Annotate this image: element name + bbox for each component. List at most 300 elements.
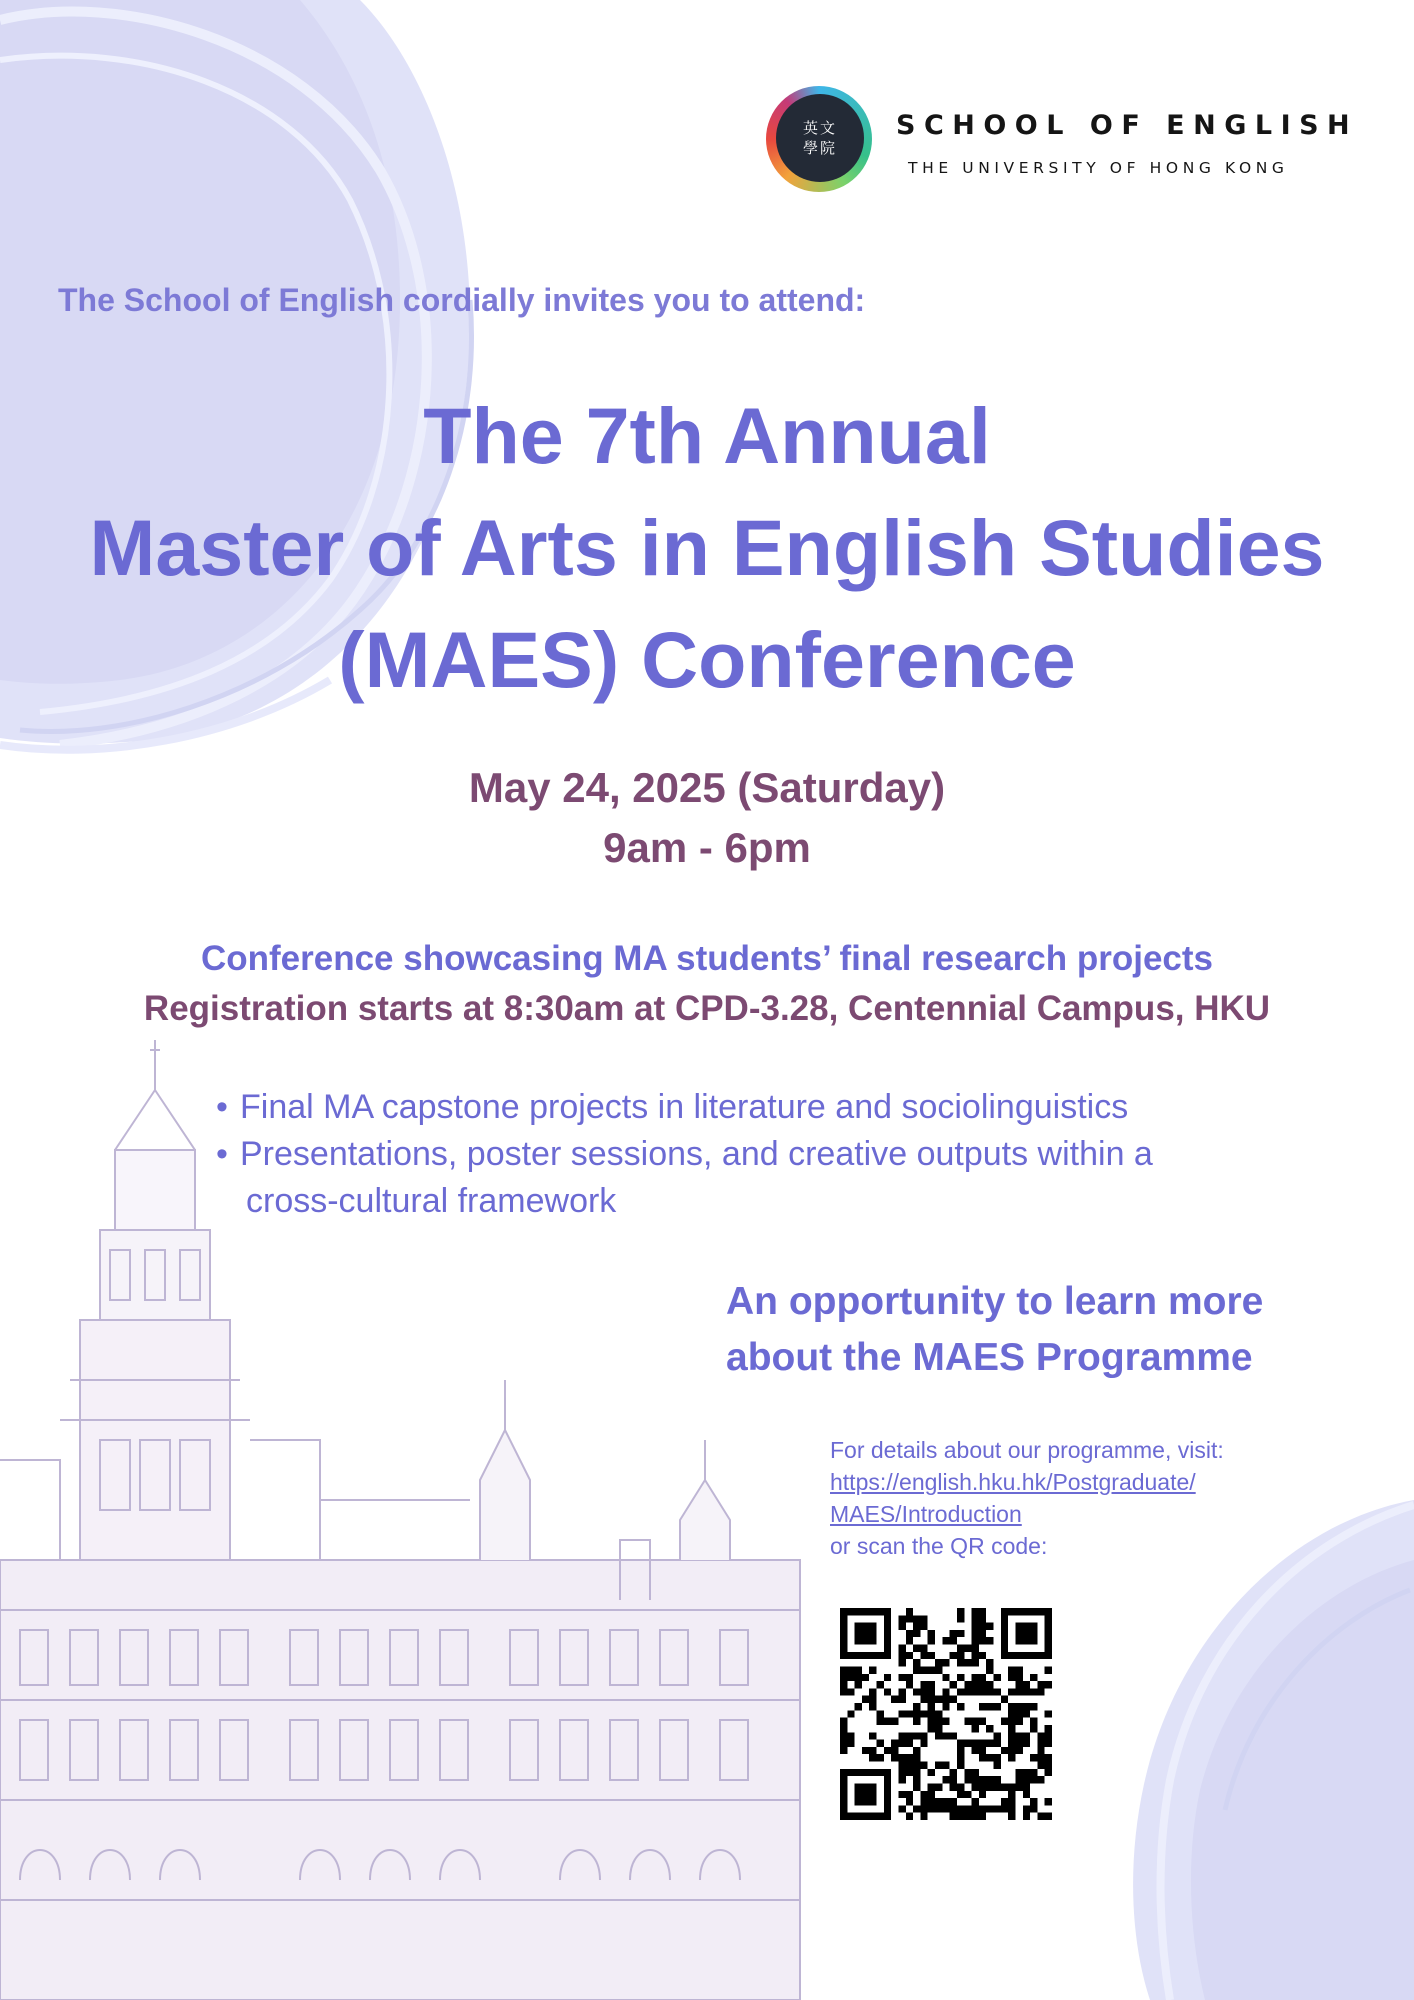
qr-module xyxy=(913,1666,920,1673)
qr-module xyxy=(950,1798,957,1805)
qr-module xyxy=(884,1798,891,1805)
qr-module xyxy=(862,1630,869,1637)
qr-module xyxy=(920,1798,927,1805)
qr-module xyxy=(906,1630,913,1637)
qr-module xyxy=(986,1637,993,1644)
qr-module xyxy=(877,1754,884,1761)
qr-module xyxy=(972,1681,979,1688)
qr-module xyxy=(979,1740,986,1747)
qr-module xyxy=(855,1783,862,1790)
qr-module xyxy=(1045,1754,1052,1761)
qr-module xyxy=(957,1740,964,1747)
qr-module xyxy=(840,1776,847,1783)
qr-module xyxy=(884,1615,891,1622)
qr-module xyxy=(1023,1740,1030,1747)
qr-module xyxy=(942,1659,949,1666)
qr-module xyxy=(986,1805,993,1812)
qr-module xyxy=(979,1747,986,1754)
qr-module xyxy=(979,1637,986,1644)
qr-module xyxy=(840,1725,847,1732)
qr-module xyxy=(840,1791,847,1798)
brush-swirl-bottom-right xyxy=(1133,1500,1414,2000)
qr-module xyxy=(840,1637,847,1644)
qr-module xyxy=(913,1762,920,1769)
logo-badge-line1: 英文 xyxy=(802,119,837,137)
qr-module xyxy=(862,1769,869,1776)
qr-module xyxy=(920,1666,927,1673)
qr-module xyxy=(994,1776,1001,1783)
qr-module xyxy=(898,1652,905,1659)
logo-badge-line2: 學院 xyxy=(802,139,837,157)
qr-module xyxy=(840,1608,847,1615)
qr-module xyxy=(891,1696,898,1703)
details-intro: For details about our programme, visit: xyxy=(830,1437,1224,1463)
programme-link-line2: MAES/Introduction xyxy=(830,1501,1022,1527)
qr-module xyxy=(979,1754,986,1761)
qr-module xyxy=(964,1805,971,1812)
qr-module xyxy=(913,1630,920,1637)
qr-module xyxy=(840,1718,847,1725)
qr-module xyxy=(972,1783,979,1790)
qr-module xyxy=(898,1688,905,1695)
qr-module xyxy=(1023,1710,1030,1717)
qr-module xyxy=(957,1754,964,1761)
qr-module xyxy=(869,1798,876,1805)
qr-module xyxy=(906,1710,913,1717)
qr-module xyxy=(847,1674,854,1681)
qr-module xyxy=(972,1776,979,1783)
qr-module xyxy=(1015,1732,1022,1739)
bullet-marker: • xyxy=(216,1135,228,1173)
qr-module xyxy=(957,1688,964,1695)
qr-module xyxy=(1008,1652,1015,1659)
qr-module xyxy=(920,1645,927,1652)
qr-module xyxy=(1015,1623,1022,1630)
qr-module xyxy=(840,1813,847,1820)
qr-module xyxy=(855,1769,862,1776)
qr-module xyxy=(942,1805,949,1812)
qr-module xyxy=(1015,1776,1022,1783)
qr-module xyxy=(957,1674,964,1681)
qr-module xyxy=(920,1615,927,1622)
qr-module xyxy=(942,1732,949,1739)
qr-module xyxy=(840,1688,847,1695)
qr-module xyxy=(1015,1740,1022,1747)
qr-module xyxy=(877,1718,884,1725)
qr-module xyxy=(898,1696,905,1703)
qr-module xyxy=(950,1652,957,1659)
qr-module xyxy=(1045,1725,1052,1732)
qr-module xyxy=(920,1732,927,1739)
qr-module xyxy=(855,1637,862,1644)
qr-module xyxy=(1015,1674,1022,1681)
qr-module xyxy=(1008,1732,1015,1739)
qr-module xyxy=(906,1674,913,1681)
qr-module xyxy=(1023,1783,1030,1790)
qr-module xyxy=(920,1681,927,1688)
qr-module xyxy=(898,1615,905,1622)
qr-module xyxy=(994,1703,1001,1710)
qr-module xyxy=(964,1681,971,1688)
qr-module xyxy=(906,1769,913,1776)
qr-module xyxy=(1008,1608,1015,1615)
qr-module xyxy=(1037,1740,1044,1747)
qr-module xyxy=(898,1674,905,1681)
qr-module xyxy=(1008,1783,1015,1790)
qr-module xyxy=(1008,1674,1015,1681)
qr-module xyxy=(847,1666,854,1673)
list-item-text: Final MA capstone projects in literature and sociolinguistics xyxy=(240,1088,1129,1126)
logo-subtitle: THE UNIVERSITY OF HONG KONG xyxy=(908,159,1289,177)
qr-module xyxy=(1001,1645,1008,1652)
qr-module xyxy=(847,1608,854,1615)
qr-module xyxy=(869,1688,876,1695)
qr-module xyxy=(906,1791,913,1798)
qr-module xyxy=(928,1725,935,1732)
qr-module xyxy=(898,1740,905,1747)
qr-module xyxy=(898,1805,905,1812)
qr-module xyxy=(840,1623,847,1630)
qr-module xyxy=(972,1688,979,1695)
qr-module xyxy=(972,1630,979,1637)
qr-module xyxy=(935,1762,942,1769)
qr-module xyxy=(1008,1805,1015,1812)
qr-module xyxy=(986,1623,993,1630)
qr-module xyxy=(1008,1725,1015,1732)
qr-module xyxy=(840,1740,847,1747)
qr-module xyxy=(891,1754,898,1761)
qr-module xyxy=(1015,1630,1022,1637)
qr-module xyxy=(840,1798,847,1805)
qr-module xyxy=(913,1718,920,1725)
qr-code-icon[interactable] xyxy=(840,1608,1052,1820)
qr-module xyxy=(950,1783,957,1790)
qr-module xyxy=(986,1725,993,1732)
qr-module xyxy=(1023,1732,1030,1739)
qr-module xyxy=(1001,1637,1008,1644)
qr-module xyxy=(847,1688,854,1695)
list-item xyxy=(216,1131,1276,1225)
qr-module xyxy=(1045,1666,1052,1673)
qr-module xyxy=(1015,1718,1022,1725)
qr-module xyxy=(906,1608,913,1615)
highlights-list xyxy=(216,1084,1276,1225)
qr-module xyxy=(957,1813,964,1820)
qr-module xyxy=(847,1732,854,1739)
qr-module xyxy=(994,1805,1001,1812)
qr-module xyxy=(884,1637,891,1644)
opportunity-callout xyxy=(726,1274,1263,1386)
qr-module xyxy=(840,1652,847,1659)
qr-module xyxy=(1030,1769,1037,1776)
qr-module xyxy=(1001,1608,1008,1615)
qr-module xyxy=(964,1659,971,1666)
qr-module xyxy=(950,1696,957,1703)
qr-module xyxy=(1045,1769,1052,1776)
qr-module xyxy=(935,1718,942,1725)
qr-module xyxy=(1030,1725,1037,1732)
qr-module xyxy=(840,1645,847,1652)
qr-module xyxy=(862,1637,869,1644)
qr-module xyxy=(1023,1769,1030,1776)
qr-module xyxy=(898,1776,905,1783)
qr-module xyxy=(972,1740,979,1747)
qr-module xyxy=(964,1813,971,1820)
qr-module xyxy=(1045,1732,1052,1739)
qr-module xyxy=(979,1813,986,1820)
qr-module xyxy=(862,1791,869,1798)
qr-module xyxy=(928,1652,935,1659)
qr-module xyxy=(1001,1696,1008,1703)
qr-module xyxy=(877,1652,884,1659)
qr-module xyxy=(884,1769,891,1776)
qr-module xyxy=(942,1674,949,1681)
qr-module xyxy=(862,1623,869,1630)
qr-module xyxy=(906,1762,913,1769)
qr-module xyxy=(928,1791,935,1798)
qr-module xyxy=(972,1637,979,1644)
qr-module xyxy=(869,1696,876,1703)
qr-module xyxy=(1001,1630,1008,1637)
qr-module xyxy=(979,1688,986,1695)
qr-module xyxy=(928,1703,935,1710)
qr-module xyxy=(884,1791,891,1798)
qr-module xyxy=(950,1732,957,1739)
qr-module xyxy=(884,1645,891,1652)
qr-module xyxy=(1037,1652,1044,1659)
registration-line: Registration starts at 8:30am at CPD-3.28, Centennial Campus, HKU xyxy=(143,989,1271,1028)
qr-module xyxy=(1015,1666,1022,1673)
programme-link[interactable] xyxy=(830,1466,1224,1530)
qr-module xyxy=(840,1783,847,1790)
qr-module xyxy=(891,1747,898,1754)
qr-module xyxy=(994,1754,1001,1761)
qr-module xyxy=(906,1615,913,1622)
qr-module xyxy=(877,1710,884,1717)
qr-module xyxy=(1045,1615,1052,1622)
qr-module xyxy=(1023,1608,1030,1615)
qr-module xyxy=(1015,1710,1022,1717)
qr-module xyxy=(1015,1747,1022,1754)
qr-module xyxy=(986,1681,993,1688)
qr-module xyxy=(1008,1813,1015,1820)
qr-module xyxy=(928,1681,935,1688)
qr-module xyxy=(1008,1666,1015,1673)
qr-module xyxy=(884,1630,891,1637)
qr-module xyxy=(913,1659,920,1666)
logo-badge-inner xyxy=(776,94,864,182)
qr-module xyxy=(979,1615,986,1622)
qr-module xyxy=(986,1754,993,1761)
qr-module xyxy=(862,1674,869,1681)
qr-module xyxy=(942,1718,949,1725)
qr-module xyxy=(928,1696,935,1703)
qr-module xyxy=(913,1615,920,1622)
qr-module xyxy=(1030,1688,1037,1695)
title-line-2: Master of Arts in English Studies xyxy=(89,503,1325,592)
qr-module xyxy=(928,1769,935,1776)
qr-module xyxy=(913,1703,920,1710)
qr-module xyxy=(957,1645,964,1652)
qr-module xyxy=(1008,1791,1015,1798)
qr-module xyxy=(913,1805,920,1812)
qr-module xyxy=(986,1740,993,1747)
qr-module xyxy=(906,1637,913,1644)
qr-module xyxy=(1015,1703,1022,1710)
qr-module xyxy=(1045,1645,1052,1652)
qr-module xyxy=(891,1740,898,1747)
qr-module xyxy=(986,1783,993,1790)
qr-module xyxy=(1023,1791,1030,1798)
qr-module xyxy=(979,1630,986,1637)
qr-module xyxy=(979,1776,986,1783)
qr-module xyxy=(913,1776,920,1783)
qr-module xyxy=(840,1681,847,1688)
qr-module xyxy=(862,1813,869,1820)
qr-module xyxy=(862,1696,869,1703)
qr-module xyxy=(979,1652,986,1659)
qr-module xyxy=(877,1608,884,1615)
qr-module xyxy=(869,1732,876,1739)
qr-module xyxy=(1045,1623,1052,1630)
qr-module xyxy=(942,1798,949,1805)
qr-module xyxy=(869,1666,876,1673)
qr-module xyxy=(972,1718,979,1725)
list-item-text-cont: cross-cultural framework xyxy=(246,1182,617,1220)
qr-module xyxy=(1015,1652,1022,1659)
qr-module xyxy=(884,1805,891,1812)
qr-module xyxy=(972,1615,979,1622)
qr-module xyxy=(920,1696,927,1703)
qr-module xyxy=(1015,1637,1022,1644)
qr-module xyxy=(935,1666,942,1673)
qr-module xyxy=(877,1740,884,1747)
qr-module xyxy=(928,1666,935,1673)
list-item-text: Presentations, poster sessions, and creative outputs within a xyxy=(240,1135,1153,1173)
qr-module xyxy=(840,1747,847,1754)
qr-module xyxy=(884,1718,891,1725)
qr-module xyxy=(862,1747,869,1754)
qr-module xyxy=(1045,1813,1052,1820)
qr-module xyxy=(972,1674,979,1681)
qr-module xyxy=(957,1652,964,1659)
qr-module xyxy=(942,1776,949,1783)
qr-module xyxy=(1008,1688,1015,1695)
qr-module xyxy=(979,1805,986,1812)
qr-module xyxy=(869,1703,876,1710)
qr-module xyxy=(994,1783,1001,1790)
qr-module xyxy=(1001,1615,1008,1622)
qr-module xyxy=(928,1798,935,1805)
qr-module xyxy=(979,1623,986,1630)
qr-module xyxy=(957,1791,964,1798)
qr-module xyxy=(869,1747,876,1754)
qr-module xyxy=(972,1798,979,1805)
qr-module xyxy=(928,1688,935,1695)
qr-module xyxy=(855,1652,862,1659)
qr-module xyxy=(950,1776,957,1783)
qr-module xyxy=(869,1769,876,1776)
qr-module xyxy=(972,1652,979,1659)
qr-module xyxy=(972,1608,979,1615)
qr-module xyxy=(869,1813,876,1820)
qr-module xyxy=(906,1754,913,1761)
qr-module xyxy=(855,1813,862,1820)
qr-module xyxy=(1030,1703,1037,1710)
qr-module xyxy=(898,1754,905,1761)
qr-module xyxy=(950,1637,957,1644)
qr-module xyxy=(964,1740,971,1747)
qr-module xyxy=(928,1637,935,1644)
qr-module xyxy=(994,1762,1001,1769)
qr-module xyxy=(1023,1637,1030,1644)
qr-module xyxy=(1030,1623,1037,1630)
qr-module xyxy=(906,1732,913,1739)
qr-module xyxy=(913,1732,920,1739)
qr-module xyxy=(1023,1776,1030,1783)
qr-module xyxy=(1023,1688,1030,1695)
qr-module xyxy=(950,1630,957,1637)
qr-module xyxy=(1023,1813,1030,1820)
opportunity-line-1: An opportunity to learn more xyxy=(726,1280,1264,1323)
qr-module xyxy=(935,1732,942,1739)
event-time: 9am - 6pm xyxy=(603,824,811,871)
qr-module xyxy=(935,1696,942,1703)
qr-module xyxy=(869,1630,876,1637)
qr-module xyxy=(906,1798,913,1805)
title-line-3: (MAES) Conference xyxy=(338,615,1076,704)
qr-module xyxy=(913,1688,920,1695)
qr-module xyxy=(942,1762,949,1769)
qr-module xyxy=(1045,1798,1052,1805)
qr-module xyxy=(869,1623,876,1630)
qr-module xyxy=(1001,1805,1008,1812)
qr-module xyxy=(877,1769,884,1776)
qr-module xyxy=(957,1703,964,1710)
qr-module xyxy=(942,1688,949,1695)
qr-module xyxy=(935,1725,942,1732)
qr-module xyxy=(1001,1798,1008,1805)
qr-module xyxy=(898,1791,905,1798)
qr-module xyxy=(950,1805,957,1812)
qr-module xyxy=(869,1652,876,1659)
qr-module xyxy=(855,1791,862,1798)
qr-module xyxy=(862,1652,869,1659)
qr-module xyxy=(1037,1762,1044,1769)
qr-module xyxy=(928,1805,935,1812)
logo-title: SCHOOL OF ENGLISH xyxy=(896,110,1359,141)
qr-prompt: or scan the QR code: xyxy=(830,1533,1048,1559)
programme-details xyxy=(830,1434,1224,1562)
qr-module xyxy=(1045,1630,1052,1637)
qr-module xyxy=(847,1740,854,1747)
qr-module xyxy=(840,1674,847,1681)
qr-module xyxy=(935,1659,942,1666)
qr-module xyxy=(1030,1798,1037,1805)
qr-module xyxy=(840,1769,847,1776)
qr-module xyxy=(855,1623,862,1630)
qr-module xyxy=(1008,1740,1015,1747)
qr-module xyxy=(869,1754,876,1761)
qr-module xyxy=(913,1783,920,1790)
qr-module xyxy=(994,1732,1001,1739)
qr-module xyxy=(920,1762,927,1769)
bullet-marker: • xyxy=(216,1088,228,1126)
qr-module xyxy=(884,1608,891,1615)
qr-module xyxy=(942,1637,949,1644)
qr-module xyxy=(935,1805,942,1812)
qr-module xyxy=(994,1740,1001,1747)
